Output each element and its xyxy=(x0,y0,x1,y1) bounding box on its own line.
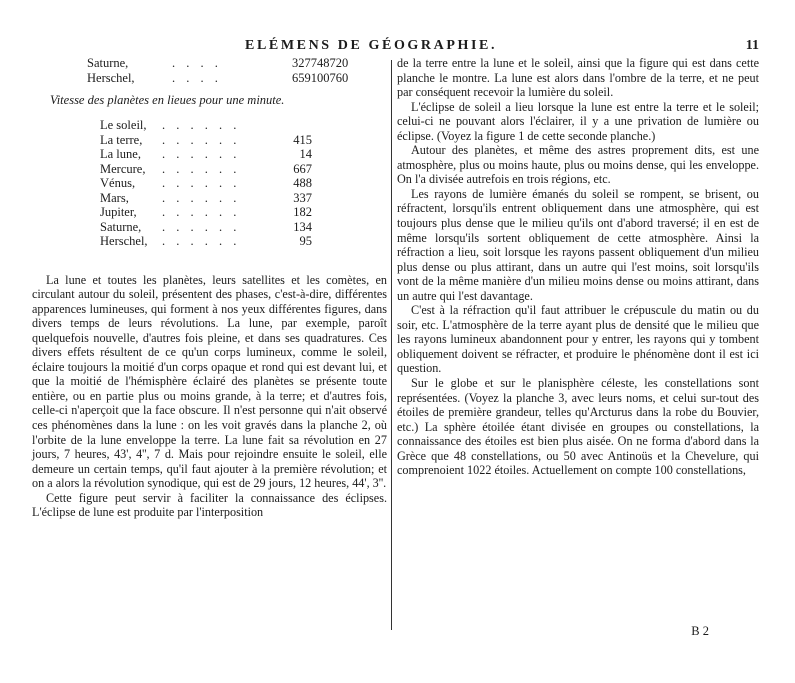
left-body-text xyxy=(32,273,387,520)
planet-value: 182 xyxy=(293,205,312,219)
paragraph: de la terre entre la lune et le soleil, ainsi que la figure qui est dans cette planche le montre. La lune est alors dans l'ombre de la terre, et ne peut par conséquent recevoir la lumière du soleil. xyxy=(397,56,759,100)
planet-name: Vénus, xyxy=(100,176,136,190)
leader-dots: . . . . . . xyxy=(162,147,241,161)
planet-value: 95 xyxy=(299,234,312,248)
planet-name: Mercure, xyxy=(100,161,146,176)
table-row xyxy=(32,133,387,148)
planet-name: Mars, xyxy=(100,190,129,205)
planet-name: Saturne, xyxy=(87,56,129,70)
planet-name: Herschel, xyxy=(87,70,135,85)
leader-dots: . . . . . . xyxy=(162,190,241,205)
planet-name: La terre, xyxy=(100,132,143,147)
planet-name: Jupiter, xyxy=(100,205,137,219)
planet-value: 659100760 xyxy=(292,70,349,85)
leader-dots: . . . . xyxy=(172,56,222,70)
planet-name: Le soleil, xyxy=(100,118,147,132)
planet-value: 488 xyxy=(293,176,312,190)
planet-value: 667 xyxy=(293,161,312,176)
left-column xyxy=(32,56,387,520)
leader-dots: . . . . . . xyxy=(162,132,241,147)
paragraph: Sur le globe et sur le planisphère céleste, les constellations sont représentées. (Voyez la planche 3, avec leurs noms, et celui sur-tout des étoiles de première grandeur, telles qu'Arcturus dans la robe du Bouvier, etc.) La sphère étoilée étant divisée en groupes ou constellations, la connaissance des étoiles est bien plus aisée. On ne forma d'abord dans la Grèce que 48 constellations, ou 50 avec Antinoüs et la Chevelure, qui comprenoient 1022 étoiles. Actuellement on compte 100 constellations, xyxy=(397,376,759,478)
paragraph: Autour des planètes, et même des astres proprement dits, est une atmosphère, plus ou moins haute, plus ou moins dense, qui les enveloppe. On l'a divisée autrefois en trois régions, etc. xyxy=(397,143,759,187)
distance-table xyxy=(32,56,387,85)
table-row xyxy=(32,191,387,206)
paragraph: Cette figure peut servir à faciliter la connaissance des éclipses. L'éclipse de lune est produite par l'interposition xyxy=(32,490,387,520)
speed-section-title: Vitesse des planètes en lieues pour une minute. xyxy=(50,93,285,107)
leader-dots: . . . . . . xyxy=(162,234,241,248)
planet-value: 14 xyxy=(299,147,312,161)
table-row xyxy=(32,118,387,133)
leader-dots: . . . . . . xyxy=(162,161,241,176)
table-row xyxy=(32,56,387,71)
table-row xyxy=(32,71,387,86)
leader-dots: . . . . . . xyxy=(162,176,241,190)
leader-dots: . . . . . . xyxy=(162,205,241,219)
page-number: 11 xyxy=(745,38,759,53)
running-title: ELÉMENS DE GÉOGRAPHIE. xyxy=(245,38,498,53)
table-row xyxy=(32,220,387,235)
table-row xyxy=(32,147,387,162)
paragraph: La lune et toutes les planètes, leurs satellites et les comètes, en circulant autour du soleil, présentent des phases, c'est-à-dire, différentes apparences lumineuses, qui forment à nos yeux différentes figures, dans divers temps de leurs révolutions. La lune, par exemple, paroît quelquefois nouvelle, d'autres fois pleine, et dans ses quadratures. Ces divers effets résultent de ce qu'un corps lumineux, comme le soleil, éclaire toujours la moitié d'un corps opaque et rond qui est devant lui, et que la moitié de l'hémisphère éclairé des planètes se présente toute entière, ou en partie plus ou moins grande, à la terre; et d'autres fois, celle-ci n'aperçoit que la face obscure. Il n'est personne qui n'ait observé ces phénomènes dans la lune : on les voit gravés dans la planche 2, où l'orbite de la lune enveloppe la terre. La lune fait sa révolution en 27 jours, 7 heures, 43', 4'', 7 d. Mais pour rejoindre ensuite le soleil, elle demeure un certain temps, qu'il faut ajouter à la première révolution; et on a alors la révolution synodique, qui est de 29 jours, 12 heures, 44', 3''. xyxy=(32,272,387,491)
signature-mark: B 2 xyxy=(691,624,709,638)
leader-dots: . . . . . . xyxy=(162,219,241,234)
planet-name: Herschel, xyxy=(100,234,148,248)
paragraph: Les rayons de lumière émanés du soleil se rompent, se brisent, ou réfractent, lorsqu'ils entrent obliquement dans une atmosphère, qui est toujours plus dense que le milieu qu'ils ont d'abord traversé; il en est de même lorsqu'ils sortent obliquement de cette atmosphère. Ainsi la réfraction a lieu, soit lorsque les rayons passent obliquement d'un milieu plus dense ou plus attirant, dans un autre qui l'est moins, soit lorsqu'ils vont de la même manière d'un milieu moins dense ou moins attirant, dans un autre qui l'est davantage. xyxy=(397,186,759,303)
planet-value: 327748720 xyxy=(292,56,349,70)
leader-dots: . . . . xyxy=(172,70,222,85)
table-row xyxy=(32,162,387,177)
planet-value: 415 xyxy=(293,132,312,147)
table-row xyxy=(32,234,387,249)
table-row xyxy=(32,205,387,220)
paragraph: C'est à la réfraction qu'il faut attribuer le crépuscule du matin ou du soir, etc. L'atmosphère de la terre ayant plus de densité que le milieu que les rayons lumineux abandonnent pour y entrer, les rayons qui y tombent obliquement doivent se réfracter, et produire le phénomène dont il est ici question. xyxy=(397,303,759,376)
leader-dots: . . . . . . xyxy=(162,118,241,132)
planet-name: Saturne, xyxy=(100,219,142,234)
planet-value: 134 xyxy=(293,219,312,234)
speed-table xyxy=(32,118,387,249)
planet-value: 337 xyxy=(293,190,312,205)
page-header xyxy=(0,38,795,56)
right-column xyxy=(397,56,759,478)
column-divider xyxy=(391,60,392,630)
paragraph: L'éclipse de soleil a lieu lorsque la lune est entre la terre et le soleil; celui-ci ne pouvant alors l'éclairer, il y a une privation de lumière ou éclipse. (Voyez la figure 1 de cette seconde planche.) xyxy=(397,99,759,143)
planet-name: La lune, xyxy=(100,147,141,161)
table-row xyxy=(32,176,387,191)
